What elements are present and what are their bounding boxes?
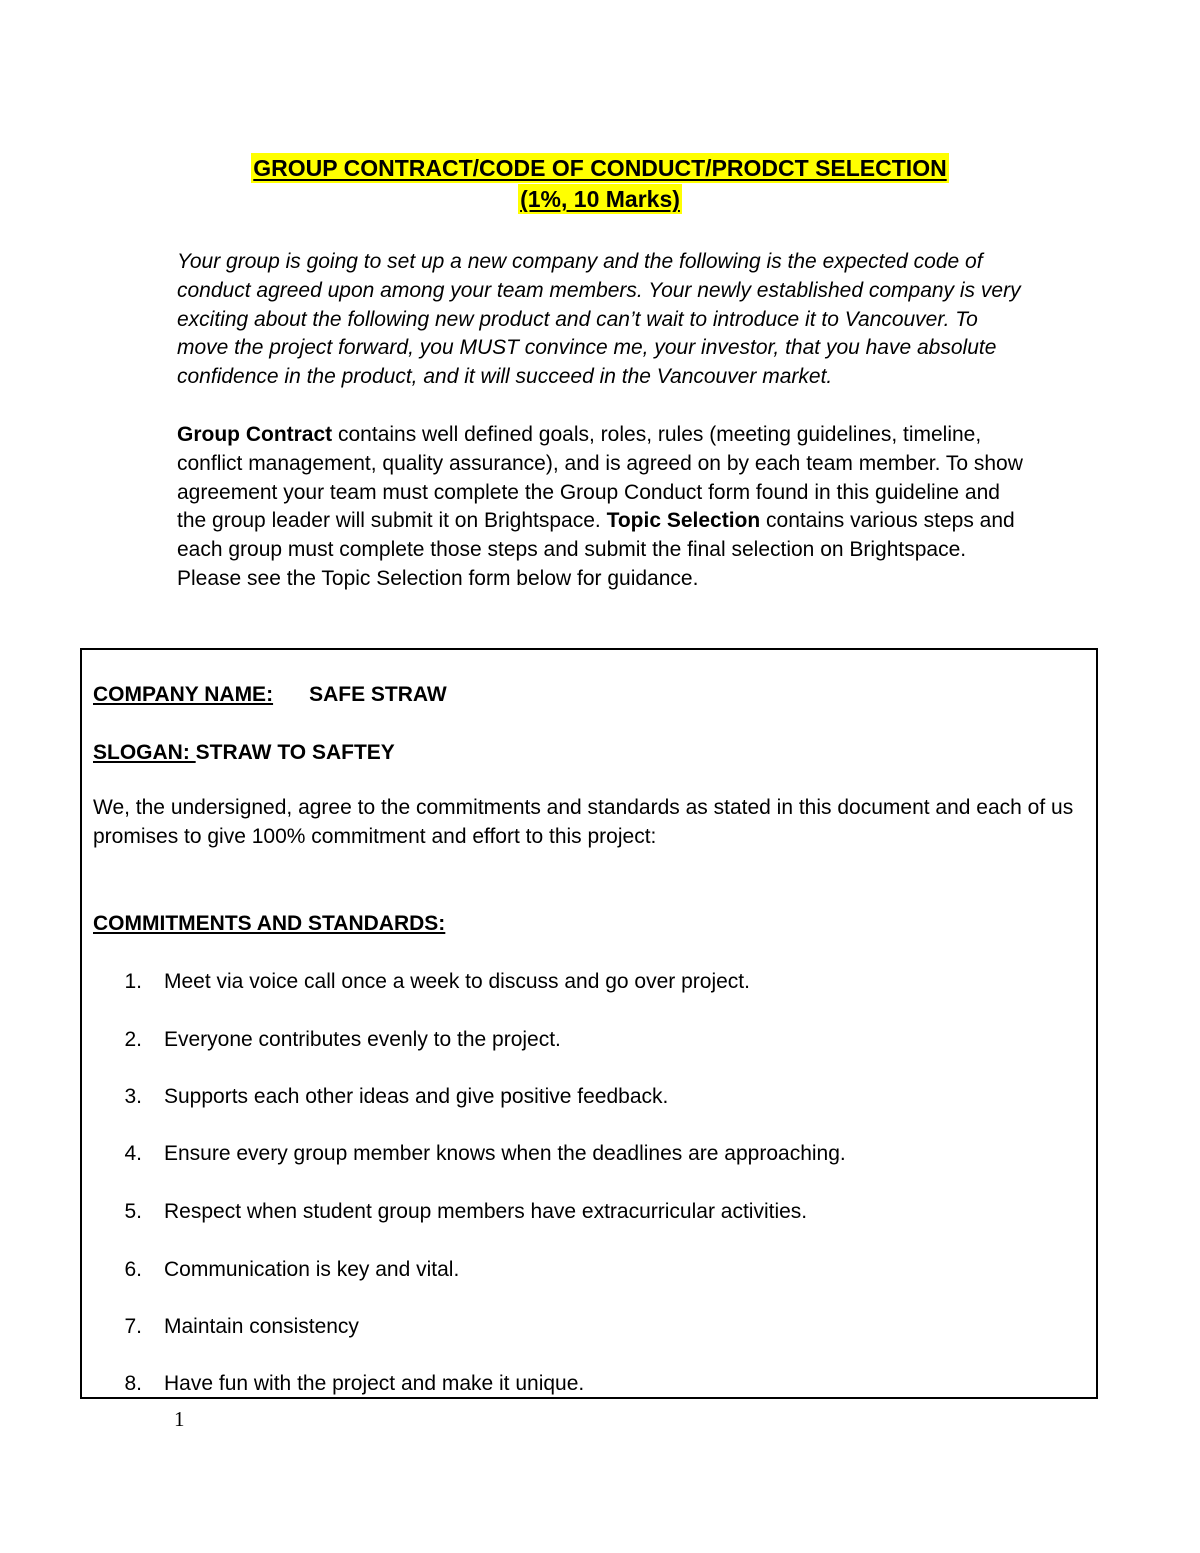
commitment-item [93,1370,1083,1399]
intro-paragraph: Your group is going to set up a new company and the following is the expected code of conduct agreed upon among your team members. Your newly established company is very exciting about the following new product and can’t wait to introduce it to Vancouver. To move the project forward, you MUST convince me, your investor, that you have absolute confidence in the product, and it will succeed in the Vancouver market. [177,250,1021,389]
commitment-number: 4. [124,1142,142,1165]
slogan-value: STRAW TO SAFTEY [195,741,395,764]
commitment-number: 3. [124,1085,142,1108]
commitment-text: Maintain consistency [164,1315,359,1338]
commitment-text: Respect when student group members have extracurricular activities. [164,1200,808,1223]
commitment-text: Ensure every group member knows when the deadlines are approaching. [164,1142,846,1165]
commitment-text: Communication is key and vital. [164,1258,460,1281]
topic-selection-label: Topic Selection [606,509,761,533]
commitment-number: 5. [124,1200,142,1223]
title-line-1: GROUP CONTRACT/CODE OF CONDUCT/PRODCT SELECTION [253,155,947,181]
commitment-item [93,1198,1083,1227]
commitment-text: Meet via voice call once a week to discuss and go over project. [164,970,750,993]
agreement-statement: We, the undersigned, agree to the commitments and standards as stated in this document and each of us promises to give 100% commitment and effort to this project: [93,796,1074,848]
commitment-item [93,1083,1083,1112]
contract-text-2: contains various steps and each group must complete those steps and submit the final selection on Brightspace. Please see the Topic Selection form below for guidance. [177,509,1015,590]
document-title [0,153,1200,215]
company-name-value: SAFE STRAW [309,683,447,706]
commitment-item [93,968,1083,997]
commitment-item [93,1313,1083,1342]
commitment-item [93,1140,1083,1169]
title-line-2: (1%, 10 Marks) [520,186,680,212]
slogan-label: SLOGAN: [93,741,196,764]
commitment-number: 8. [124,1372,142,1395]
commitment-text: Everyone contributes evenly to the project. [164,1028,561,1051]
commitment-number: 7. [124,1315,142,1338]
company-name-label: COMPANY NAME: [93,683,274,706]
page-number: 1 [174,1407,185,1431]
commitments-heading: COMMITMENTS AND STANDARDS: [93,912,446,935]
company-name-row [93,681,447,710]
contract-text-1: contains well defined goals, roles, rules (meeting guidelines, timeline, conflict management, quality assurance), and is agreed on by each team member. To show agreement your team must complete the Group Conduct form found in this guideline and the group leader will submit it on Brightspace. [177,423,1023,533]
group-contract-label: Group Contract [177,423,333,446]
contract-paragraph [177,421,1027,594]
commitment-item [93,1026,1083,1055]
group-contract-form [80,648,1098,1399]
commitment-number: 6. [124,1258,142,1281]
slogan-row [93,739,395,768]
commitment-number: 1. [124,970,142,993]
commitment-text: Have fun with the project and make it unique. [164,1372,585,1395]
commitment-number: 2. [124,1028,142,1051]
commitment-text: Supports each other ideas and give positive feedback. [164,1085,669,1108]
commitment-item [93,1256,1083,1285]
